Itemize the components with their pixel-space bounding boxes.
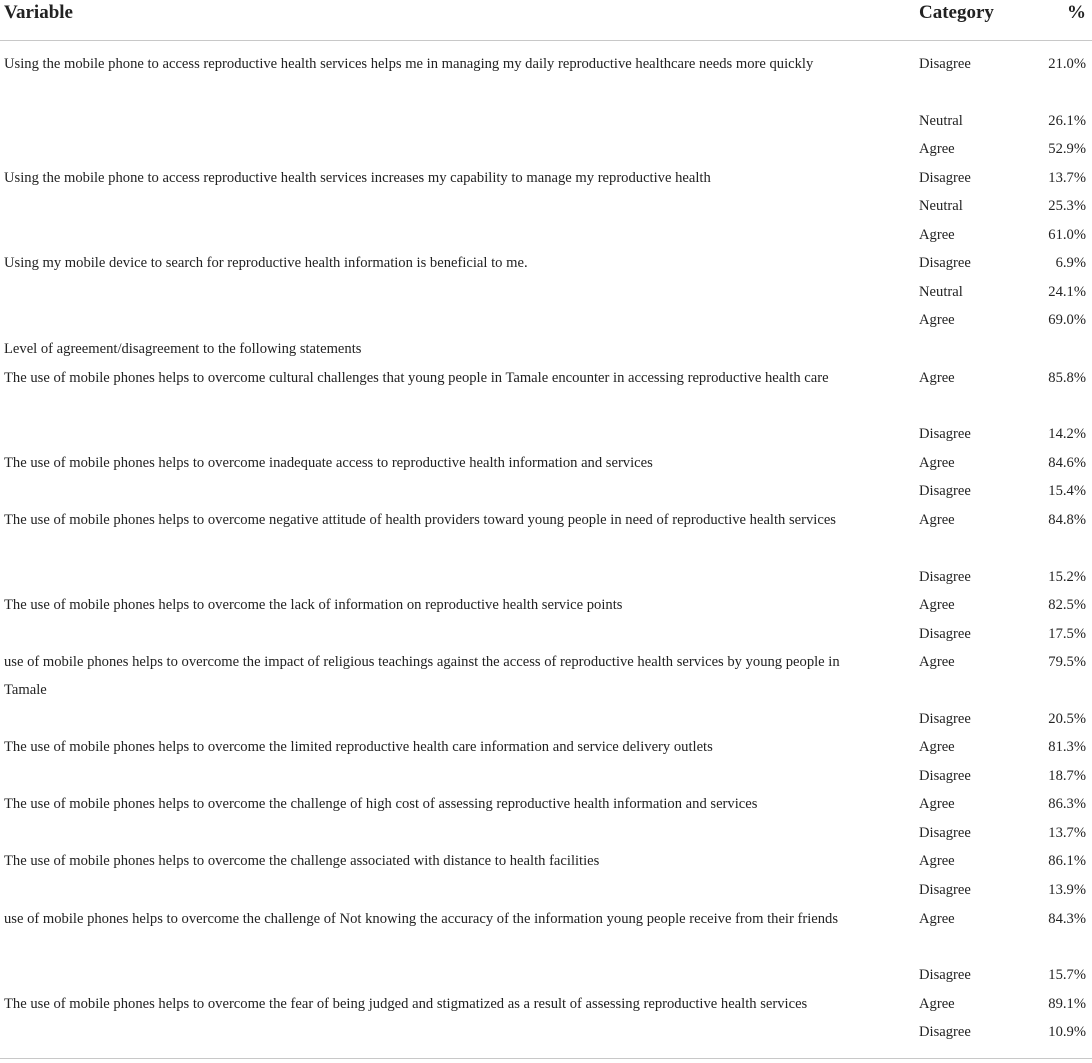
cell-percent: 61.0% — [1048, 227, 1086, 243]
cell-percent: 84.8% — [1048, 512, 1086, 528]
cell-percent: 69.0% — [1048, 312, 1086, 328]
cell-variable: use of mobile phones helps to overcome the challenge of Not knowing the accuracy of the information young people receive from their friends — [4, 911, 839, 927]
header-category: Category — [919, 2, 994, 23]
cell-category: Agree — [919, 312, 955, 328]
cell-percent: 10.9% — [1048, 1024, 1086, 1040]
cell-percent: 86.3% — [1048, 796, 1086, 812]
cell-category: Agree — [919, 796, 955, 812]
cell-percent: 17.5% — [1048, 626, 1086, 642]
cell-percent: 82.5% — [1048, 597, 1086, 613]
cell-percent: 81.3% — [1048, 739, 1086, 755]
cell-category: Disagree — [919, 711, 971, 727]
cell-percent: 13.7% — [1048, 170, 1086, 186]
cell-category: Agree — [919, 853, 955, 869]
cell-category: Agree — [919, 512, 955, 528]
cell-variable: Using the mobile phone to access reproductive health services increases my capability to manage my reproductive health — [4, 170, 711, 186]
cell-percent: 13.7% — [1048, 825, 1086, 841]
cell-category: Disagree — [919, 825, 971, 841]
cell-category: Neutral — [919, 284, 963, 300]
cell-category: Agree — [919, 911, 955, 927]
cell-category: Agree — [919, 654, 955, 670]
cell-percent: 14.2% — [1048, 426, 1086, 442]
cell-category: Agree — [919, 597, 955, 613]
cell-percent: 84.3% — [1048, 911, 1086, 927]
cell-category: Disagree — [919, 882, 971, 898]
cell-category: Disagree — [919, 483, 971, 499]
table-header — [0, 0, 1092, 41]
cell-variable: The use of mobile phones helps to overcome inadequate access to reproductive health information and services — [4, 455, 653, 471]
header-percent: % — [1067, 2, 1086, 23]
cell-category: Agree — [919, 370, 955, 386]
cell-variable: The use of mobile phones helps to overcome the challenge associated with distance to health facilities — [4, 853, 600, 869]
cell-category: Disagree — [919, 569, 971, 585]
cell-variable: The use of mobile phones helps to overcome negative attitude of health providers toward young people in need of reproductive health services — [4, 512, 836, 528]
cell-category: Disagree — [919, 967, 971, 983]
cell-percent: 86.1% — [1048, 853, 1086, 869]
cell-category: Disagree — [919, 768, 971, 784]
cell-category: Agree — [919, 739, 955, 755]
cell-category: Neutral — [919, 113, 963, 129]
cell-percent: 15.2% — [1048, 569, 1086, 585]
header-variable: Variable — [4, 2, 73, 23]
cell-category: Disagree — [919, 426, 971, 442]
cell-category: Neutral — [919, 198, 963, 214]
cell-category: Disagree — [919, 1024, 971, 1040]
cell-percent: 15.7% — [1048, 967, 1086, 983]
cell-variable: Using my mobile device to search for reproductive health information is beneficial to me. — [4, 255, 528, 271]
cell-category: Disagree — [919, 170, 971, 186]
table-bottom-rule — [0, 1058, 1092, 1059]
cell-percent: 24.1% — [1048, 284, 1086, 300]
cell-percent: 20.5% — [1048, 711, 1086, 727]
cell-category: Disagree — [919, 255, 971, 271]
cell-variable: The use of mobile phones helps to overcome the challenge of high cost of assessing reproductive health information and services — [4, 796, 758, 812]
cell-category: Agree — [919, 455, 955, 471]
cell-percent: 84.6% — [1048, 455, 1086, 471]
cell-category: Disagree — [919, 56, 971, 72]
cell-variable: The use of mobile phones helps to overcome the fear of being judged and stigmatized as a result of assessing reproductive health services — [4, 996, 808, 1012]
cell-percent: 85.8% — [1048, 370, 1086, 386]
cell-variable: The use of mobile phones helps to overcome the limited reproductive health care information and service delivery outlets — [4, 739, 713, 755]
cell-percent: 79.5% — [1048, 654, 1086, 670]
cell-variable: The use of mobile phones helps to overcome the lack of information on reproductive health service points — [4, 597, 623, 613]
section-heading: Level of agreement/disagreement to the following statements — [4, 341, 362, 357]
cell-percent: 13.9% — [1048, 882, 1086, 898]
cell-percent: 26.1% — [1048, 113, 1086, 129]
cell-percent: 6.9% — [1055, 255, 1086, 271]
cell-category: Agree — [919, 996, 955, 1012]
cell-variable: The use of mobile phones helps to overcome cultural challenges that young people in Tamale encounter in accessing reproductive health care — [4, 370, 829, 386]
cell-percent: 18.7% — [1048, 768, 1086, 784]
cell-percent: 21.0% — [1048, 56, 1086, 72]
cell-percent: 89.1% — [1048, 996, 1086, 1012]
cell-percent: 25.3% — [1048, 198, 1086, 214]
cell-category: Disagree — [919, 626, 971, 642]
cell-percent: 15.4% — [1048, 483, 1086, 499]
cell-percent: 52.9% — [1048, 141, 1086, 157]
cell-category: Agree — [919, 227, 955, 243]
cell-variable: use of mobile phones helps to overcome the impact of religious teachings against the access of reproductive health services by young people in Tamale — [4, 654, 840, 698]
cell-variable: Using the mobile phone to access reproductive health services helps me in managing my daily reproductive healthcare needs more quickly — [4, 56, 814, 72]
cell-category: Agree — [919, 141, 955, 157]
